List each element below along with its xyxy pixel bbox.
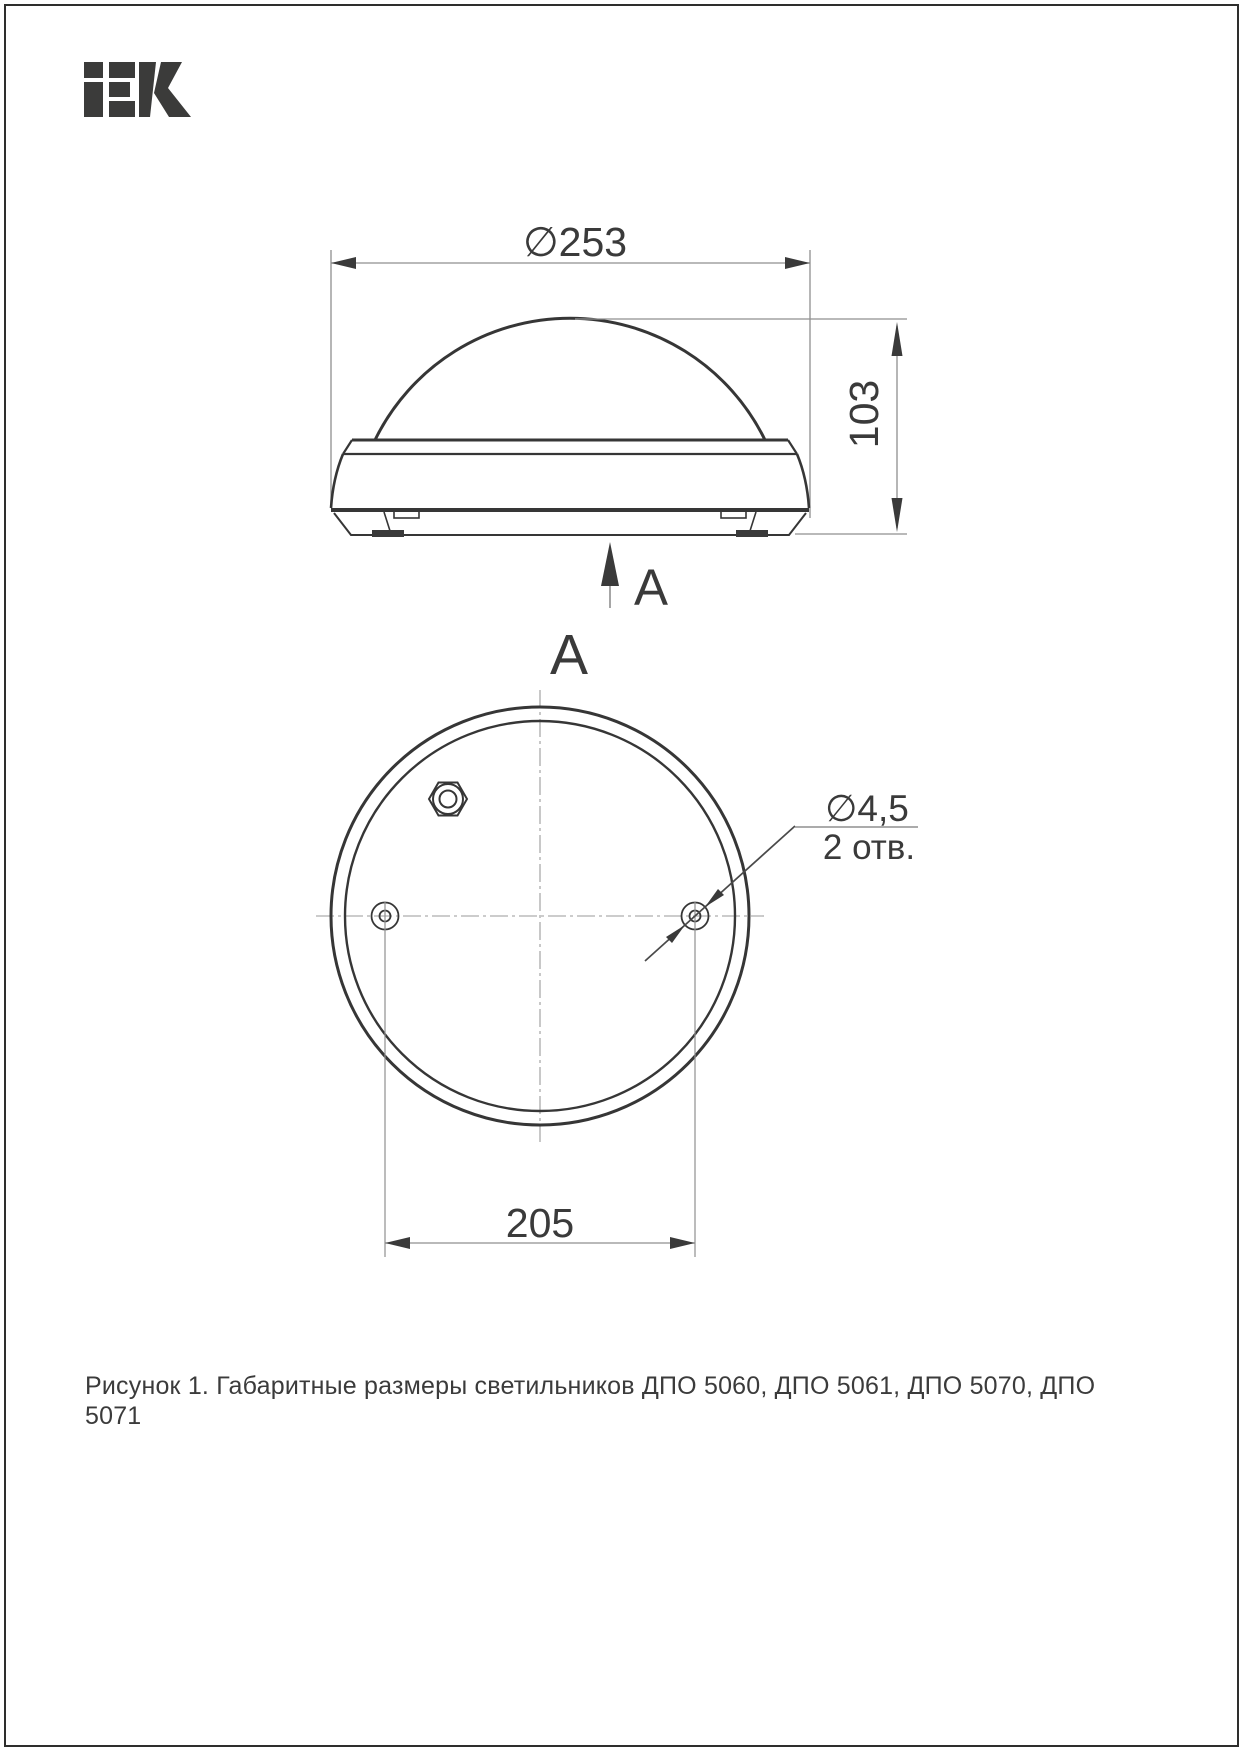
logo-i-stem: [84, 82, 103, 117]
luminaire-side-outline: [331, 318, 809, 535]
arrowhead-right: [785, 257, 810, 269]
skirt-outline: [334, 513, 806, 535]
logo-k-stem: [139, 62, 156, 117]
nut-hexagon: [429, 783, 467, 816]
arrowhead-down: [892, 498, 903, 532]
foot-left: [372, 530, 404, 537]
hole-count-label: 2 отв.: [822, 828, 916, 867]
nut-outer-circle: [433, 784, 463, 814]
view-label: A: [549, 623, 589, 687]
arrowhead-left: [385, 1237, 410, 1249]
hole-callout: [645, 788, 918, 961]
logo-e-top-bar: [109, 62, 135, 78]
diameter-dimension: [331, 219, 810, 518]
section-arrow: [601, 542, 668, 616]
hole-diameter-label: ∅4,5: [825, 788, 909, 829]
skirt-inner-lines: [384, 512, 756, 534]
spacing-label: 205: [505, 1200, 575, 1246]
mount-tab-left: [394, 511, 419, 518]
mount-tab-right: [721, 511, 746, 518]
figure-caption: Рисунок 1. Габаритные размеры светильников ДПО 5060, ДПО 5061, ДПО 5070, ДПО 5071: [85, 1372, 1096, 1430]
side-view: [331, 219, 907, 616]
nut-inner-circle: [440, 791, 457, 808]
diameter-label: ∅253: [522, 219, 628, 265]
band-chamfers: [343, 440, 797, 454]
arrowhead-up: [892, 322, 903, 356]
band-side-left: [331, 454, 343, 508]
band-side-right: [797, 454, 809, 508]
cable-gland-nut: [429, 783, 467, 816]
foot-right: [736, 530, 768, 537]
logo-e-bottom-bar: [109, 101, 135, 117]
height-dimension: [575, 319, 907, 534]
section-arrowhead: [601, 542, 619, 586]
iek-logo: [84, 62, 191, 117]
arrowhead-left: [331, 257, 356, 269]
logo-i-dot: [84, 62, 103, 78]
dome-outline: [375, 318, 765, 440]
logo-k-arms: [154, 62, 191, 117]
logo-e-mid-bar: [109, 82, 130, 97]
height-label: 103: [841, 379, 887, 449]
bottom-view: [316, 623, 918, 1257]
arrowhead-right: [670, 1237, 695, 1249]
section-label: A: [633, 559, 669, 616]
